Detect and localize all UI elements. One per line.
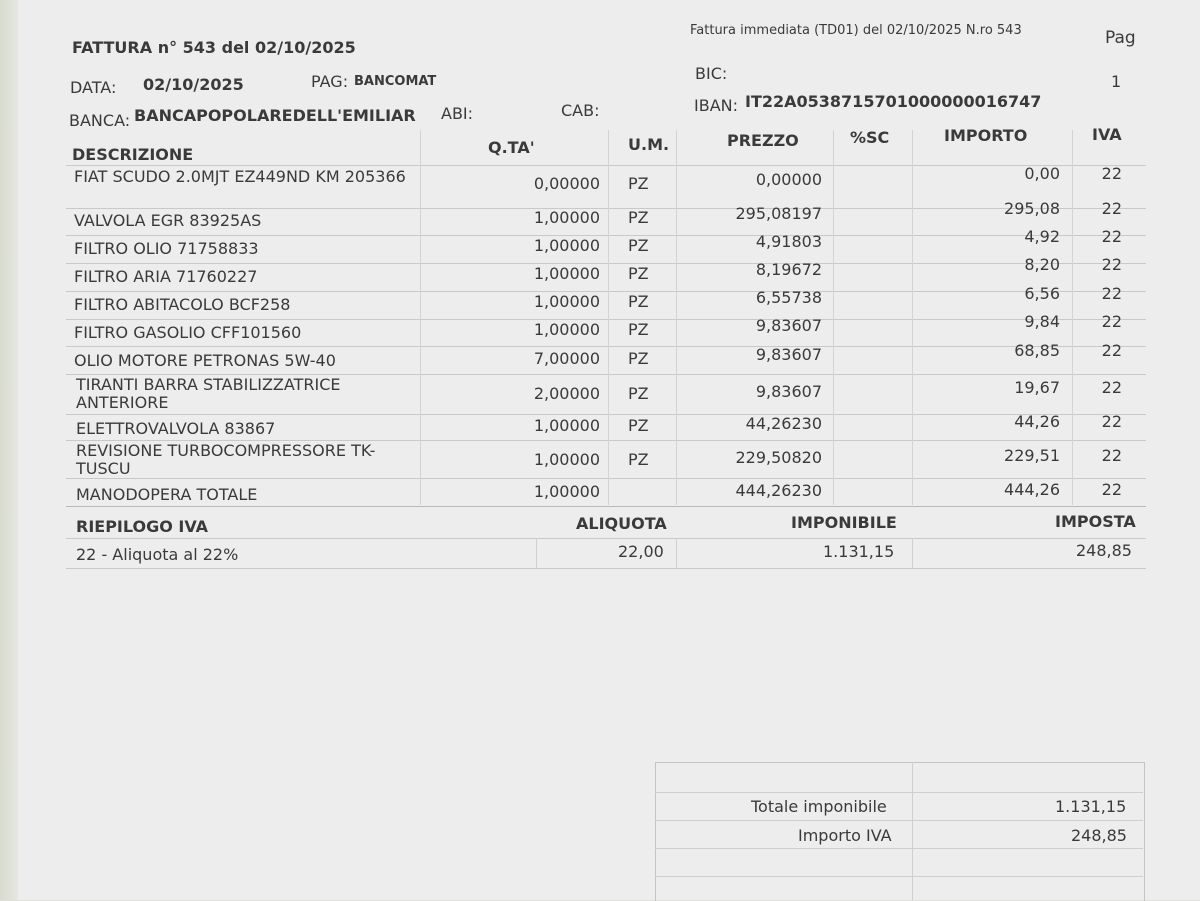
page-label: Pag bbox=[1105, 28, 1136, 48]
document-type: Fattura immediata (TD01) del 02/10/2025 N.ro 543 bbox=[690, 23, 1022, 38]
item-amount: 295,08 bbox=[1004, 199, 1060, 218]
item-quantity: 1,00000 bbox=[533, 292, 600, 311]
vat-summary-aliquota: 22,00 bbox=[618, 542, 664, 561]
table-row bbox=[0, 375, 1200, 412]
item-unit: PZ bbox=[628, 292, 649, 311]
iban-label: IBAN: bbox=[694, 96, 738, 115]
item-amount: 44,26 bbox=[1014, 412, 1060, 431]
item-vat: 22 bbox=[1101, 480, 1122, 499]
item-unit: PZ bbox=[628, 236, 649, 255]
item-quantity: 1,00000 bbox=[533, 320, 600, 339]
bic-label: BIC: bbox=[695, 64, 728, 83]
cab-label: CAB: bbox=[561, 101, 600, 120]
item-description: MANODOPERA TOTALE bbox=[76, 485, 258, 504]
iban-value: IT22A0538715701000000016747 bbox=[745, 92, 1042, 111]
table-row bbox=[0, 164, 1200, 198]
item-price: 9,83607 bbox=[755, 382, 822, 401]
item-unit: PZ bbox=[628, 450, 649, 469]
item-vat: 22 bbox=[1101, 164, 1122, 183]
item-description: FIAT SCUDO 2.0MJT EZ449ND KM 205366 bbox=[74, 167, 406, 186]
item-quantity: 1,00000 bbox=[533, 450, 600, 469]
item-price: 0,00000 bbox=[755, 170, 822, 189]
item-description: VALVOLA EGR 83925AS bbox=[74, 211, 262, 230]
item-price: 9,83607 bbox=[755, 316, 822, 335]
item-quantity: 1,00000 bbox=[533, 264, 600, 283]
item-quantity: 7,00000 bbox=[533, 349, 600, 368]
col-header-um: U.M. bbox=[628, 135, 670, 154]
item-price: 6,55738 bbox=[755, 288, 822, 307]
item-quantity: 1,00000 bbox=[533, 482, 600, 501]
item-description: FILTRO ABITACOLO BCF258 bbox=[74, 295, 291, 314]
item-price: 9,83607 bbox=[755, 345, 822, 364]
totals-rule bbox=[655, 876, 1143, 877]
item-vat: 22 bbox=[1101, 284, 1122, 303]
table-row bbox=[0, 480, 1200, 516]
item-price: 229,50820 bbox=[735, 448, 822, 467]
table-column-divider bbox=[536, 538, 537, 568]
payment-value: BANCOMAT bbox=[354, 74, 437, 89]
item-vat: 22 bbox=[1101, 341, 1122, 360]
item-vat: 22 bbox=[1101, 412, 1122, 431]
item-unit: PZ bbox=[628, 174, 649, 193]
col-header-importo: IMPORTO bbox=[944, 126, 1028, 145]
item-vat: 22 bbox=[1101, 255, 1122, 274]
item-price: 295,08197 bbox=[735, 204, 822, 223]
item-quantity: 1,00000 bbox=[533, 208, 600, 227]
item-unit: PZ bbox=[628, 416, 649, 435]
item-price: 444,26230 bbox=[735, 481, 822, 500]
totals-rule bbox=[655, 820, 1143, 821]
item-amount: 444,26 bbox=[1004, 480, 1060, 499]
item-price: 44,26230 bbox=[745, 414, 822, 433]
item-amount: 68,85 bbox=[1014, 341, 1060, 360]
vat-summary-rate-label: 22 - Aliquota al 22% bbox=[76, 545, 239, 564]
vat-summary-title: RIEPILOGO IVA bbox=[76, 517, 209, 536]
invoice-title: FATTURA n° 543 del 02/10/2025 bbox=[72, 38, 356, 57]
col-header-qta: Q.TA' bbox=[488, 138, 535, 157]
vat-amount-value: 248,85 bbox=[1071, 826, 1127, 845]
item-amount: 19,67 bbox=[1014, 378, 1060, 397]
item-vat: 22 bbox=[1101, 199, 1122, 218]
item-description: FILTRO ARIA 71760227 bbox=[74, 267, 258, 286]
table-column-divider bbox=[676, 538, 677, 568]
item-quantity: 2,00000 bbox=[533, 384, 600, 403]
item-price: 8,19672 bbox=[755, 260, 822, 279]
col-header-prezzo: PREZZO bbox=[727, 131, 799, 150]
col-header-descrizione: DESCRIZIONE bbox=[72, 145, 194, 164]
vat-amount-label: Importo IVA bbox=[798, 826, 892, 845]
item-unit: PZ bbox=[628, 384, 649, 403]
table-column-divider bbox=[912, 538, 913, 568]
totals-rule bbox=[655, 792, 1143, 793]
bank-value: BANCAPOPOLAREDELL'EMILIAR bbox=[134, 106, 416, 125]
item-amount: 4,92 bbox=[1024, 227, 1060, 246]
item-description: REVISIONE TURBOCOMPRESSORE TK-TUSCU bbox=[76, 441, 376, 478]
totals-rule bbox=[655, 848, 1143, 849]
vat-summary-header-imposta: IMPOSTA bbox=[1055, 512, 1136, 531]
item-unit: PZ bbox=[628, 320, 649, 339]
item-vat: 22 bbox=[1101, 446, 1122, 465]
item-description: FILTRO OLIO 71758833 bbox=[74, 239, 259, 258]
item-description: FILTRO GASOLIO CFF101560 bbox=[74, 323, 302, 342]
date-label: DATA: bbox=[70, 78, 117, 97]
item-vat: 22 bbox=[1101, 312, 1122, 331]
item-description: ELETTROVALVOLA 83867 bbox=[76, 419, 276, 438]
col-header-sconto: %SC bbox=[850, 128, 890, 147]
total-taxable-value: 1.131,15 bbox=[1055, 797, 1127, 816]
item-unit: PZ bbox=[628, 264, 649, 283]
table-rule bbox=[66, 568, 1146, 569]
item-quantity: 1,00000 bbox=[533, 416, 600, 435]
totals-column-divider bbox=[912, 762, 913, 900]
item-quantity: 0,00000 bbox=[533, 174, 600, 193]
item-unit: PZ bbox=[628, 349, 649, 368]
vat-summary-header-imponibile: IMPONIBILE bbox=[791, 513, 897, 532]
item-amount: 8,20 bbox=[1024, 255, 1060, 274]
item-amount: 9,84 bbox=[1024, 312, 1060, 331]
item-amount: 229,51 bbox=[1004, 446, 1060, 465]
item-vat: 22 bbox=[1101, 227, 1122, 246]
item-unit: PZ bbox=[628, 208, 649, 227]
table-row bbox=[0, 441, 1200, 478]
vat-summary-header-aliquota: ALIQUOTA bbox=[576, 514, 667, 533]
table-rule bbox=[66, 478, 1146, 479]
bank-label: BANCA: bbox=[69, 111, 131, 130]
col-header-iva: IVA bbox=[1092, 125, 1122, 144]
item-price: 4,91803 bbox=[755, 232, 822, 251]
date-value: 02/10/2025 bbox=[143, 75, 244, 94]
item-amount: 0,00 bbox=[1024, 164, 1060, 183]
vat-summary-imposta: 248,85 bbox=[1076, 541, 1132, 560]
table-rule bbox=[66, 538, 1146, 539]
item-quantity: 1,00000 bbox=[533, 236, 600, 255]
vat-summary-imponibile: 1.131,15 bbox=[823, 542, 895, 561]
payment-label: PAG: bbox=[311, 72, 349, 91]
page-number: 1 bbox=[1111, 72, 1122, 91]
item-description: OLIO MOTORE PETRONAS 5W-40 bbox=[74, 351, 336, 370]
abi-label: ABI: bbox=[441, 104, 474, 123]
item-vat: 22 bbox=[1101, 378, 1122, 397]
total-taxable-label: Totale imponibile bbox=[751, 797, 887, 816]
item-amount: 6,56 bbox=[1024, 284, 1060, 303]
item-description: TIRANTI BARRA STABILIZZATRICE ANTERIORE bbox=[76, 375, 341, 412]
